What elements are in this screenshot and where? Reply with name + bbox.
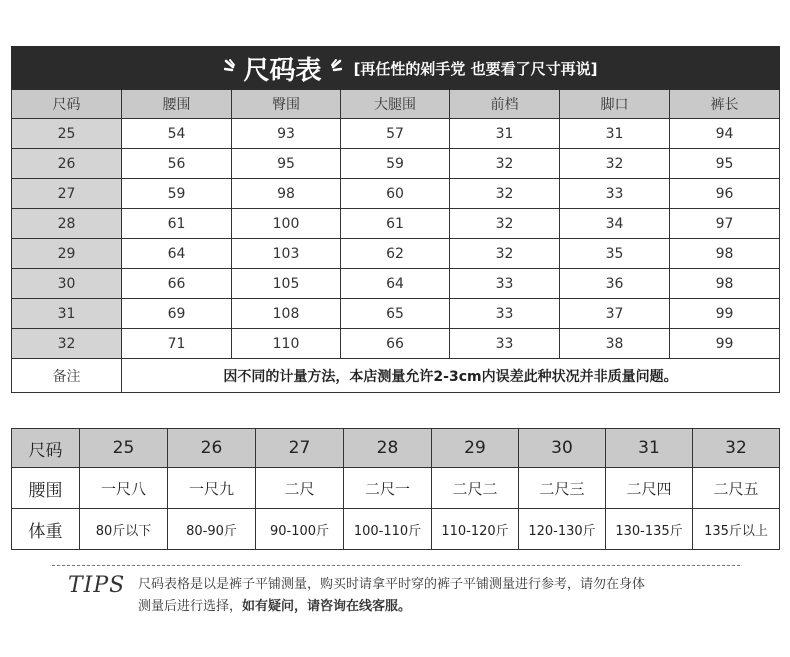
table-cell: 38 <box>560 329 670 359</box>
weight-cell: 100-110斤 <box>344 509 432 550</box>
size-cell: 27 <box>12 179 122 209</box>
size-cell: 30 <box>12 269 122 299</box>
sparkle-left-icon <box>224 58 240 78</box>
table-row <box>12 179 780 209</box>
tips-line-1: 尺码表格是以是裤子平铺测量，购买时请拿平时穿的裤子平铺测量进行参考，请勿在身体 <box>138 577 646 592</box>
sparkle-right-icon <box>326 58 342 78</box>
size-cell: 31 <box>606 429 693 468</box>
table-cell: 32 <box>560 149 670 179</box>
table-row <box>12 209 780 239</box>
weight-row <box>12 509 780 550</box>
column-header: 裤长 <box>670 90 780 119</box>
table-cell: 98 <box>670 239 780 269</box>
size-chart-title: 尺码表 <box>243 55 322 86</box>
table-row <box>12 239 780 269</box>
table-cell: 105 <box>232 269 341 299</box>
table-cell: 54 <box>122 119 232 149</box>
size-cell: 31 <box>12 299 122 329</box>
size-chart-subtitle: [再任性的剁手党 也要看了尺寸再说] <box>353 59 598 78</box>
table-cell: 99 <box>670 329 780 359</box>
table-cell: 110 <box>232 329 341 359</box>
size-cell: 32 <box>693 429 780 468</box>
table-row <box>12 269 780 299</box>
table-cell: 69 <box>122 299 232 329</box>
waist-cell: 一尺八 <box>80 468 168 509</box>
table-cell: 66 <box>122 269 232 299</box>
column-header: 腰围 <box>122 90 232 119</box>
table-cell: 31 <box>450 119 560 149</box>
column-header: 大腿围 <box>341 90 450 119</box>
size-cell: 29 <box>432 429 519 468</box>
size-cell: 30 <box>519 429 606 468</box>
table-cell: 98 <box>670 269 780 299</box>
size-cell: 29 <box>12 239 122 269</box>
table-row <box>12 119 780 149</box>
tips-line-2-bold: 如有疑问，请咨询在线客服。 <box>242 599 412 614</box>
tips-line-2 <box>138 596 758 618</box>
table-cell: 56 <box>122 149 232 179</box>
table-cell: 100 <box>232 209 341 239</box>
weight-cell: 80-90斤 <box>168 509 256 550</box>
size-cell: 26 <box>168 429 256 468</box>
table-cell: 31 <box>560 119 670 149</box>
table-cell: 33 <box>560 179 670 209</box>
table-cell: 34 <box>560 209 670 239</box>
row-label-weight: 体重 <box>12 509 80 550</box>
table-cell: 103 <box>232 239 341 269</box>
table-cell: 32 <box>450 179 560 209</box>
table-cell: 61 <box>341 209 450 239</box>
row-label-waist: 腰围 <box>12 468 80 509</box>
table-cell: 108 <box>232 299 341 329</box>
table-row <box>12 329 780 359</box>
note-text: 因不同的计量方法，本店测量允许2-3cm内误差此种状况并非质量问题。 <box>122 359 780 393</box>
waist-cell: 二尺四 <box>606 468 693 509</box>
table-cell: 32 <box>450 149 560 179</box>
weight-cell: 90-100斤 <box>256 509 344 550</box>
size-chart-header <box>12 47 780 90</box>
table-row <box>12 299 780 329</box>
waist-cell: 一尺九 <box>168 468 256 509</box>
table-cell: 33 <box>450 269 560 299</box>
table-cell: 59 <box>341 149 450 179</box>
table-cell: 35 <box>560 239 670 269</box>
table-cell: 37 <box>560 299 670 329</box>
table-cell: 96 <box>670 179 780 209</box>
weight-reference-table <box>11 428 780 550</box>
waist-cell: 二尺 <box>256 468 344 509</box>
table-cell: 64 <box>341 269 450 299</box>
column-header: 脚口 <box>560 90 670 119</box>
size-cell: 32 <box>12 329 122 359</box>
size-cell: 27 <box>256 429 344 468</box>
column-header-row <box>12 90 780 119</box>
tips-divider-top <box>52 565 740 566</box>
tips-text <box>138 574 758 618</box>
column-header: 前档 <box>450 90 560 119</box>
column-header: 臀围 <box>232 90 341 119</box>
table-cell: 60 <box>341 179 450 209</box>
table-cell: 33 <box>450 299 560 329</box>
table-cell: 97 <box>670 209 780 239</box>
table-cell: 71 <box>122 329 232 359</box>
table-row <box>12 149 780 179</box>
tips-label: TIPS <box>68 573 126 598</box>
table-cell: 62 <box>341 239 450 269</box>
table-cell: 93 <box>232 119 341 149</box>
table-cell: 95 <box>670 149 780 179</box>
table-cell: 66 <box>341 329 450 359</box>
size-chart-table <box>11 46 780 393</box>
size-cell: 28 <box>12 209 122 239</box>
weight-cell: 120-130斤 <box>519 509 606 550</box>
table-cell: 61 <box>122 209 232 239</box>
size-cell: 25 <box>80 429 168 468</box>
table-cell: 59 <box>122 179 232 209</box>
waist-cell: 二尺一 <box>344 468 432 509</box>
row-label-size: 尺码 <box>12 429 80 468</box>
size-cell: 26 <box>12 149 122 179</box>
waist-cell: 二尺二 <box>432 468 519 509</box>
size-row <box>12 429 780 468</box>
column-header: 尺码 <box>12 90 122 119</box>
table-cell: 33 <box>450 329 560 359</box>
size-cell: 25 <box>12 119 122 149</box>
table-cell: 94 <box>670 119 780 149</box>
table-cell: 98 <box>232 179 341 209</box>
tips-line-2-text: 测量后进行选择， <box>138 599 243 614</box>
waist-cell: 二尺五 <box>693 468 780 509</box>
weight-cell: 130-135斤 <box>606 509 693 550</box>
waist-row <box>12 468 780 509</box>
table-cell: 32 <box>450 209 560 239</box>
table-cell: 95 <box>232 149 341 179</box>
table-cell: 65 <box>341 299 450 329</box>
size-cell: 28 <box>344 429 432 468</box>
waist-cell: 二尺三 <box>519 468 606 509</box>
table-cell: 57 <box>341 119 450 149</box>
weight-cell: 80斤以下 <box>80 509 168 550</box>
table-cell: 64 <box>122 239 232 269</box>
weight-cell: 135斤以上 <box>693 509 780 550</box>
note-row <box>12 359 780 393</box>
table-cell: 99 <box>670 299 780 329</box>
table-cell: 36 <box>560 269 670 299</box>
weight-cell: 110-120斤 <box>432 509 519 550</box>
note-label: 备注 <box>12 359 122 393</box>
table-cell: 32 <box>450 239 560 269</box>
